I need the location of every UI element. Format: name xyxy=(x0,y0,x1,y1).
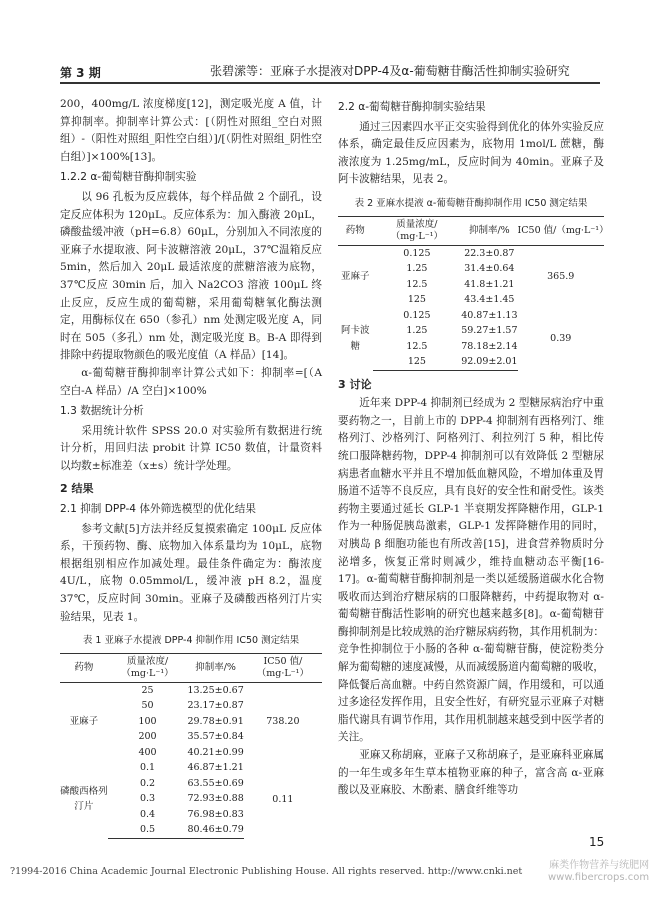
table-header: IC50 值/（mg·L⁻¹） xyxy=(244,653,322,682)
paragraph: 以 96 孔板为反应载体，每个样品做 2 个副孔，设定反应体积为 120μL。反应体系为：加入酶液 20μL，磷酸盐缓冲液（pH=6.8）60μL，分别加入不同浓度的亚麻子水提取液、阿卡波糖溶液 20μL，37℃温箱反应 5min，然后加入 20μL 最适浓度的蔗糖溶液为底物，37℃反应 30min 后，加入 Na2CO3 溶液 100μL 终止反应，反应生成的葡萄糖，采用葡萄糖氧化酶法测定，用酶标仪在 650（参孔）nm 处测定吸光度 A，同时在 505（多孔）nm 处，测定吸光度 B。B-A 即得到排除中药提取物颜色的吸光度值（A 样品）[14]。 xyxy=(60,190,322,362)
page-header xyxy=(0,0,668,96)
paragraph: 参考文献[5]方法并经反复摸索确定 100μL 反应体系，干预药物、酶、底物加入体系量均为 10μL，底物根据组别相应作加减处理。最佳条件确定为：酶浓度 4U/L，底物 0.05mmol/L，缓冲液 pH 8.2，温度 37℃，反应时间 30min。亚麻子及磷酸西格列汀片实验结果，见表 1。 xyxy=(60,522,322,623)
drug-name: 磷酸西格列汀片 xyxy=(60,785,108,813)
section-heading: 2.1 抑制 DPP-4 体外筛选模型的优化结果 xyxy=(60,503,256,516)
concentration: 0.125 xyxy=(403,247,431,259)
drug-name: 亚麻子 xyxy=(341,270,370,282)
concentration: 100 xyxy=(138,715,157,727)
table-header: 抑制率/% xyxy=(187,653,243,682)
concentration: 12.5 xyxy=(406,278,428,290)
table-header: 药物 xyxy=(338,216,373,245)
table-1 xyxy=(60,653,322,839)
ic50-value: 0.39 xyxy=(550,333,572,345)
concentration: 1.25 xyxy=(406,263,428,275)
running-title: 张碧潆等：亚麻子水提液对DPP-4及α-葡萄糖苷酶活性抑制实验研究 xyxy=(210,64,570,78)
ic50-value: 738.20 xyxy=(266,715,300,727)
concentration: 0.2 xyxy=(139,777,156,789)
inhibition-rate: 41.8±1.21 xyxy=(464,278,515,290)
table-row xyxy=(60,760,322,776)
table-caption: 表 2 亚麻水提液 α-葡萄糖苷酶抑制作用 IC50 测定结果 xyxy=(354,197,588,209)
inhibition-rate: 31.4±0.64 xyxy=(464,263,515,275)
paragraph: 亚麻又称胡麻，亚麻子又称胡麻子，是亚麻科亚麻属的一年生或多年生草本植物亚麻的种子，富含高 α-亚麻酸以及亚麻胶、木酚素、膳食纤维等功 xyxy=(338,749,604,797)
drug-name: 阿卡波糖 xyxy=(341,325,370,352)
concentration: 0.5 xyxy=(108,822,188,838)
header-rule xyxy=(60,82,600,84)
drug-name: 亚麻子 xyxy=(69,715,99,727)
inhibition-rate: 63.55±0.69 xyxy=(187,777,244,789)
table-header: 质量浓度/（mg·L⁻¹） xyxy=(108,653,188,682)
table-row xyxy=(338,245,604,261)
page-number: 15 xyxy=(589,835,605,849)
paragraph: α-葡萄糖苷酶抑制率计算公式如下：抑制率=[（A 空白-A 样品）/A 空白]×100% xyxy=(60,366,322,397)
inhibition-rate: 80.46±0.79 xyxy=(187,822,243,838)
issue-number: 第 3 期 xyxy=(60,66,101,80)
inhibition-rate: 78.18±2.14 xyxy=(461,340,518,352)
concentration: 125 xyxy=(373,354,462,370)
inhibition-rate: 35.57±0.84 xyxy=(187,731,244,743)
table-header: 质量浓度/（mg·L⁻¹） xyxy=(373,216,462,245)
section-heading: 3 讨论 xyxy=(338,377,372,391)
table-header: 药物 xyxy=(60,653,108,682)
concentration: 50 xyxy=(141,700,154,712)
inhibition-rate: 13.25±0.67 xyxy=(187,684,244,696)
paragraph: 采用统计软件 SPSS 20.0 对实验所有数据进行统计分析，用回归法 probit 计算 IC50 数值，计量资料以均数±标准差（x±s）统计学处理。 xyxy=(60,424,322,472)
inhibition-rate: 22.3±0.87 xyxy=(464,247,515,259)
concentration: 0.1 xyxy=(139,762,156,774)
table-caption: 表 1 亚麻子水提液 DPP-4 抑制作用 IC50 测定结果 xyxy=(82,635,300,647)
ic50-value: 365.9 xyxy=(547,270,575,282)
inhibition-rate: 46.87±1.21 xyxy=(187,762,244,774)
inhibition-rate: 72.93±0.88 xyxy=(187,793,244,805)
concentration: 400 xyxy=(138,746,157,758)
concentration: 200 xyxy=(138,731,157,743)
concentration: 0.125 xyxy=(403,309,431,321)
concentration: 0.3 xyxy=(139,793,156,805)
table-header: 抑制率/% xyxy=(461,216,517,245)
watermark-line: 麻类作物营养与统肥网 xyxy=(549,860,650,871)
table-row xyxy=(60,682,322,698)
ic50-value: 0.11 xyxy=(272,793,294,805)
section-heading: 1.2.2 α-葡萄糖苷酶抑制实验 xyxy=(60,171,197,184)
inhibition-rate: 40.87±1.13 xyxy=(461,309,518,321)
concentration: 125 xyxy=(407,294,426,306)
concentration: 1.25 xyxy=(406,325,428,337)
table-header: IC50 值/（mg·L⁻¹） xyxy=(518,216,605,245)
inhibition-rate: 29.78±0.91 xyxy=(187,715,244,727)
section-heading: 1.3 数据统计分析 xyxy=(60,405,144,418)
inhibition-rate: 59.27±1.57 xyxy=(461,325,518,337)
inhibition-rate: 92.09±2.01 xyxy=(461,354,517,370)
concentration: 25 xyxy=(141,684,154,696)
table-row xyxy=(338,308,604,324)
paragraph: 200，400mg/L 浓度梯度[12]，测定吸光度 A 值，计算抑制率。抑制率计算公式：[（阴性对照组_空白对照组）-（阳性对照组_阳性空白组）]/[（阴性对照组_阴性空白组）]×100%[13]。 xyxy=(60,98,322,163)
watermark-line: www.fibercrops.com xyxy=(548,872,650,883)
concentration: 12.5 xyxy=(406,340,428,352)
inhibition-rate: 76.98±0.83 xyxy=(187,808,244,820)
inhibition-rate: 23.17±0.87 xyxy=(187,700,244,712)
site-watermark xyxy=(548,860,649,884)
section-heading: 2.2 α-葡萄糖苷酶抑制实验结果 xyxy=(338,101,486,113)
copyright-footer: ?1994-2016 China Academic Journal Electronic Publishing House. All rights reserved. http://www.cnki.net xyxy=(10,866,523,877)
right-column xyxy=(338,96,609,800)
concentration: 0.4 xyxy=(139,808,156,820)
paragraph: 近年来 DPP-4 抑制剂已经成为 2 型糖尿病治疗中重要药物之一，目前上市的 DPP-4 抑制剂有西格列汀、维格列汀、沙格列汀、阿格列汀、利拉列汀 5 种，相比传统口服降糖药物，DPP-4 抑制剂可以有效降低 2 型糖尿病患者血糖水平并且不增加低血糖风险，不增加体重及胃肠道不适等不良反应，具有良好的安全性和耐受性。该类药物主要通过延长 GLP-1 半衰期发挥降糖作用，GLP-1 作为一种肠促胰岛激素，GLP-1 发挥降糖作用的同时，对胰岛 β 细胞功能也有所改善[15]，进食营养物质时分泌增多，恢复正常时则减少，维持血糖动态平衡[16-17]。α-葡萄糖苷酶抑制剂是一类以延缓肠道碳水化合物吸收而达到治疗糖尿病的口服降糖药，中药提取物对 α-葡萄糖苷酶活性影响的研究也越来越多[8]。α-葡萄糖苷酶抑制剂是比较成熟的治疗糖尿病药物，其作用机制为：竞争性抑制位于小肠的各种 α-葡萄糖苷酶，使淀粉类分解为葡萄糖的速度减慢，从而减缓肠道内葡萄糖的吸收，降低餐后高血糖。中药自然资源广阔，作用缓和，可以通过多途径发挥作用，且安全性好，有研究显示亚麻子对糖脂代谢具有调节作用，其作用机制越来越受到中医学者的关注。 xyxy=(338,397,604,744)
section-heading: 2 结果 xyxy=(60,482,94,496)
table-2 xyxy=(338,216,609,371)
inhibition-rate: 43.4±1.45 xyxy=(464,294,515,306)
left-column xyxy=(60,96,322,839)
inhibition-rate: 40.21±0.99 xyxy=(187,746,244,758)
paragraph: 通过三因素四水平正交实验得到优化的体外实验反应体系，确定最佳反应因素为，底物用 1mol/L 蔗糖，酶液浓度为 1.25mg/mL，反应时间为 40min。亚麻子及阿卡波糖结果，见表 2。 xyxy=(338,120,604,186)
